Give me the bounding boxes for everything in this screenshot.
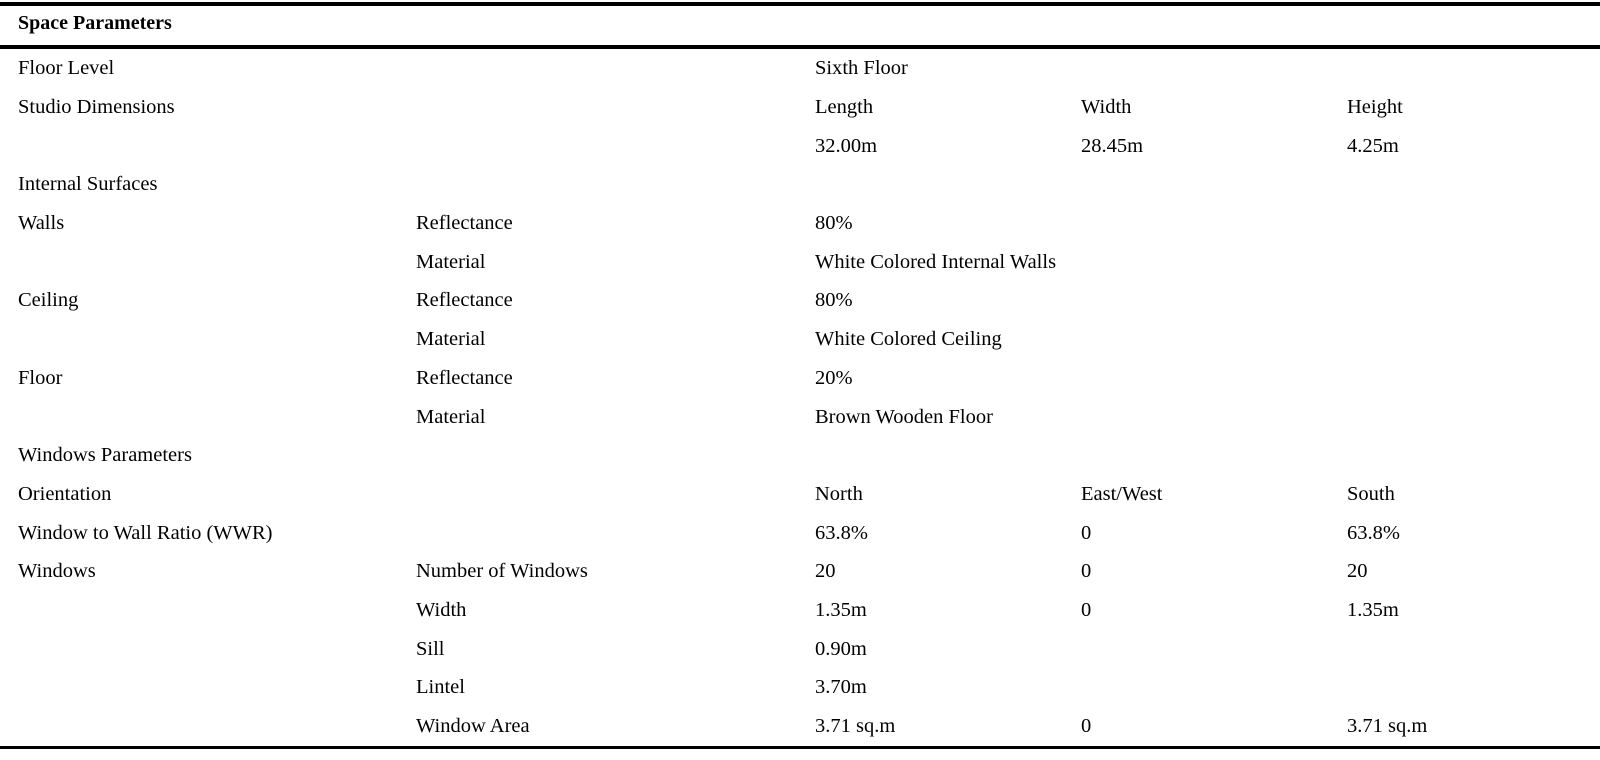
cell-value [815, 165, 1081, 204]
row-label: Window to Wall Ratio (WWR) [18, 521, 273, 544]
row-sublabel: Lintel [416, 676, 465, 699]
cell-value: 0 [1081, 715, 1092, 738]
cell-value: 0 [1081, 560, 1092, 583]
cell-value [1081, 436, 1347, 475]
table-row [0, 242, 1600, 281]
table-row [0, 668, 1600, 707]
table-row [0, 436, 1600, 475]
cell-value [1347, 668, 1600, 707]
row-label: Windows Parameters [18, 444, 192, 467]
cell-value: East/West [1081, 482, 1163, 505]
table-row [0, 88, 1600, 127]
table-row [0, 126, 1600, 165]
cell-value: Sixth Floor [815, 57, 908, 80]
row-sublabel [416, 475, 815, 514]
row-label: Windows [18, 560, 96, 583]
cell-value [1347, 204, 1600, 243]
row-sublabel [416, 49, 815, 88]
cell-value [1347, 629, 1600, 668]
row-sublabel: Window Area [416, 715, 530, 738]
cell-value [1347, 165, 1600, 204]
table-row [0, 204, 1600, 243]
cell-value [1081, 165, 1347, 204]
table-row [0, 475, 1600, 514]
row-label: Floor [18, 366, 63, 389]
cell-value: Height [1347, 96, 1403, 119]
cell-value: South [1347, 482, 1395, 505]
cell-value [1347, 359, 1600, 398]
row-label [0, 397, 416, 436]
row-sublabel: Reflectance [416, 366, 513, 389]
table-row [0, 397, 1600, 436]
table-row [0, 359, 1600, 398]
bottom-rule [0, 746, 1600, 749]
cell-value [1081, 242, 1347, 281]
row-label: Ceiling [18, 289, 79, 312]
cell-value [1081, 668, 1347, 707]
cell-value: 80% [815, 289, 853, 312]
cell-value: 0 [1081, 521, 1092, 544]
cell-value: North [815, 482, 863, 505]
row-sublabel [416, 165, 815, 204]
row-label: Studio Dimensions [18, 96, 175, 119]
table-row [0, 165, 1600, 204]
cell-value: 3.70m [815, 676, 867, 699]
cell-value [1347, 281, 1600, 320]
cell-value: 1.35m [815, 598, 867, 621]
cell-value [815, 436, 1081, 475]
row-sublabel [416, 513, 815, 552]
row-sublabel: Reflectance [416, 212, 513, 235]
cell-value [1347, 320, 1600, 359]
parameters-grid [0, 49, 1600, 745]
row-label [0, 707, 416, 746]
cell-value: 3.71 sq.m [1347, 715, 1428, 738]
table-row [0, 629, 1600, 668]
cell-value: White Colored Ceiling [815, 328, 1002, 351]
row-label [0, 242, 416, 281]
cell-value [1081, 281, 1347, 320]
row-sublabel: Number of Windows [416, 560, 588, 583]
cell-value: 63.8% [815, 521, 868, 544]
cell-value: White Colored Internal Walls [815, 250, 1057, 273]
cell-value [1347, 242, 1600, 281]
table-row [0, 591, 1600, 630]
cell-value: 0.90m [815, 637, 867, 660]
cell-value [1347, 397, 1600, 436]
row-sublabel: Material [416, 328, 486, 351]
cell-value [1081, 629, 1347, 668]
cell-value: 4.25m [1347, 134, 1399, 157]
cell-value [1347, 49, 1600, 88]
cell-value: 0 [1081, 598, 1092, 621]
table-row [0, 513, 1600, 552]
row-sublabel [416, 88, 815, 127]
cell-value: 1.35m [1347, 598, 1399, 621]
table-title: Space Parameters [18, 12, 172, 34]
cell-value [1081, 359, 1347, 398]
row-label [0, 591, 416, 630]
cell-value: 63.8% [1347, 521, 1400, 544]
row-label: Walls [18, 212, 65, 235]
cell-value: Brown Wooden Floor [815, 405, 993, 428]
table-row [0, 281, 1600, 320]
row-sublabel: Width [416, 598, 467, 621]
cell-value [1347, 436, 1600, 475]
row-sublabel [416, 436, 815, 475]
row-label: Internal Surfaces [18, 173, 158, 196]
top-rule [0, 2, 1600, 6]
row-label [0, 629, 416, 668]
row-label: Floor Level [18, 57, 115, 80]
cell-value [1081, 49, 1347, 88]
cell-value: 20 [1347, 560, 1368, 583]
cell-value [1081, 204, 1347, 243]
row-label: Orientation [18, 482, 112, 505]
table-row [0, 49, 1600, 88]
row-label [0, 668, 416, 707]
cell-value: Width [1081, 96, 1132, 119]
cell-value: 20% [815, 366, 853, 389]
cell-value: 3.71 sq.m [815, 715, 896, 738]
row-sublabel: Reflectance [416, 289, 513, 312]
cell-value: Length [815, 96, 874, 119]
cell-value: 28.45m [1081, 134, 1144, 157]
cell-value [1081, 320, 1347, 359]
cell-value: 20 [815, 560, 836, 583]
table-row [0, 552, 1600, 591]
row-sublabel [416, 126, 815, 165]
table-row [0, 707, 1600, 746]
row-sublabel: Material [416, 250, 486, 273]
cell-value: 32.00m [815, 134, 878, 157]
table-row [0, 320, 1600, 359]
cell-value [1081, 397, 1347, 436]
row-label [0, 126, 416, 165]
row-sublabel: Material [416, 405, 486, 428]
cell-value: 80% [815, 212, 853, 235]
row-sublabel: Sill [416, 637, 445, 660]
row-label [0, 320, 416, 359]
